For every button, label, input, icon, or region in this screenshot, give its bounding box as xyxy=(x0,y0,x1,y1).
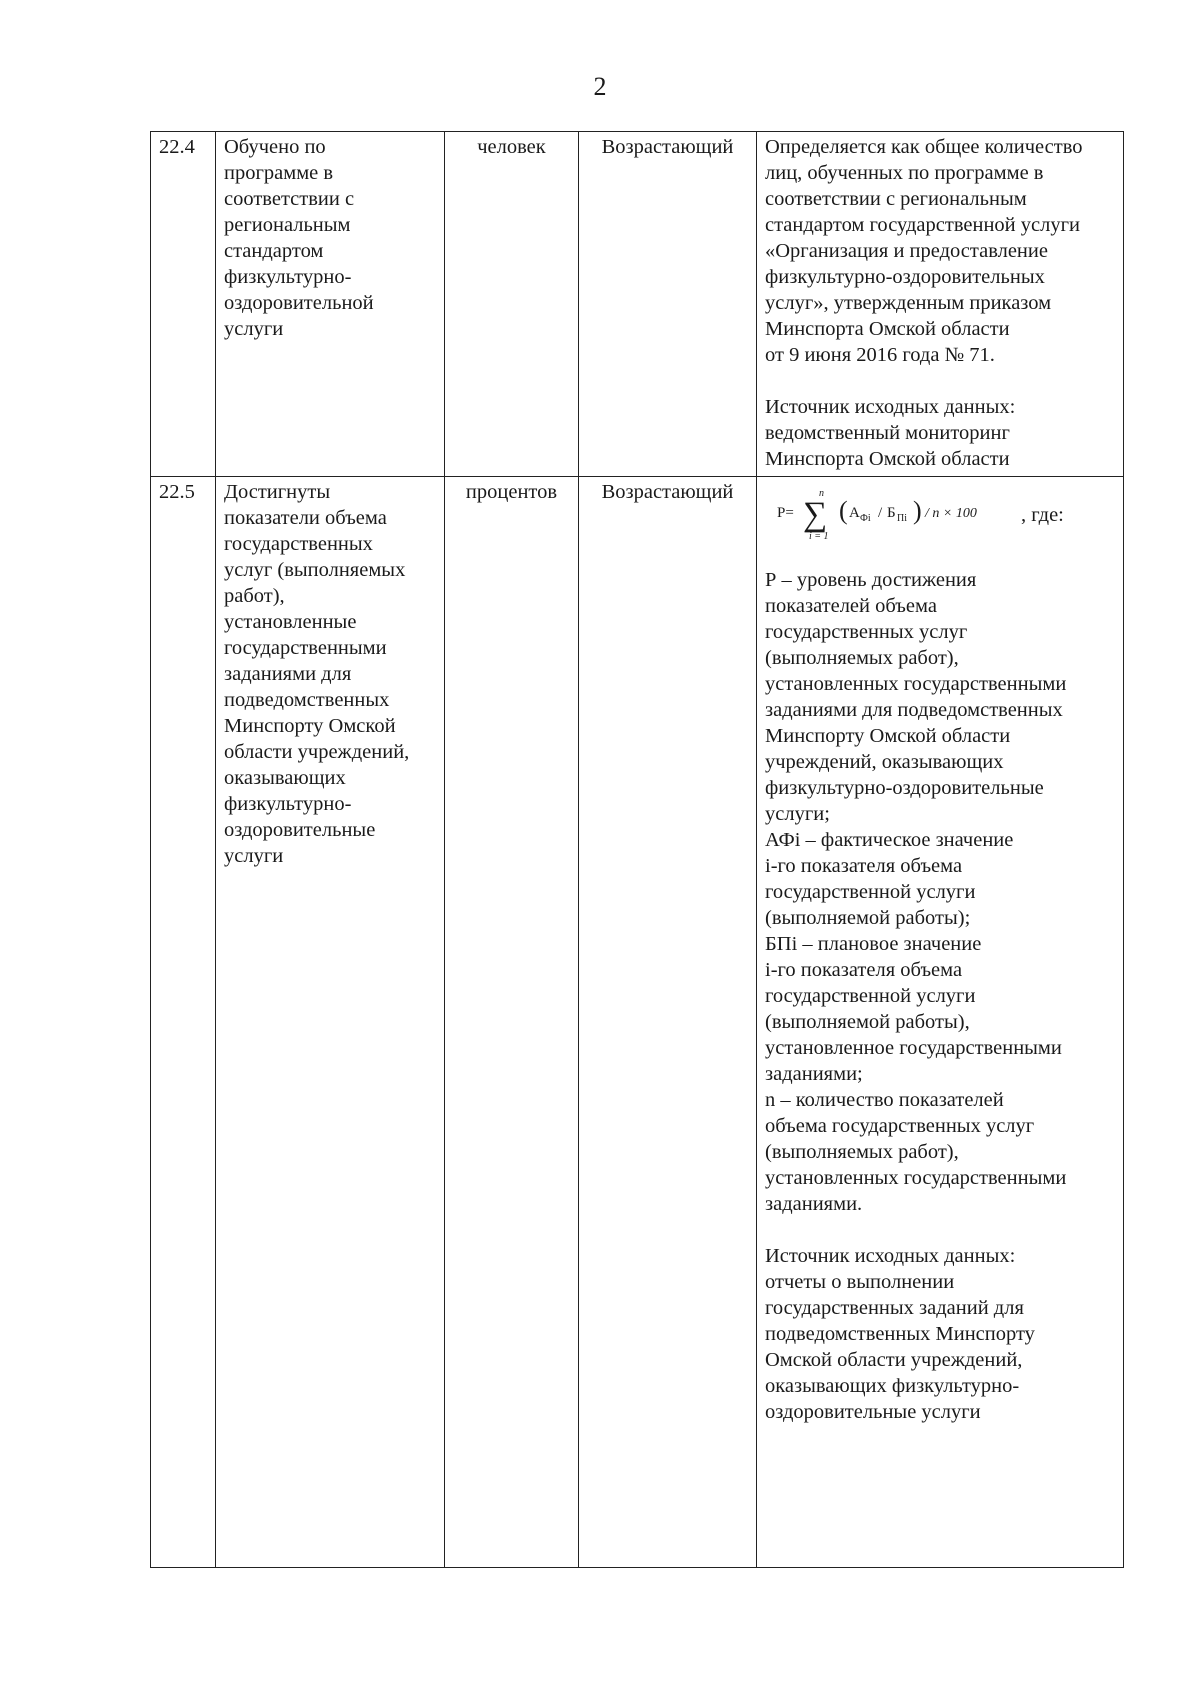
text-line: (выполняемой работы); xyxy=(765,907,971,929)
text-line: объема государственных услуг xyxy=(765,1115,1035,1137)
trend-cell: Возрастающий xyxy=(579,477,757,1568)
unit-cell: процентов xyxy=(445,477,579,1568)
text-line: ведомственный мониторинг xyxy=(765,422,1010,444)
text-line: подведомственных xyxy=(224,689,390,711)
text-line: работ), xyxy=(224,585,285,607)
definitions-text xyxy=(765,567,1115,1217)
text-line: услуги xyxy=(224,318,284,340)
text-line: Обучено по xyxy=(224,136,326,158)
formula-sum-bottom: i = 1 xyxy=(809,531,829,542)
formula-b-sub: Пi xyxy=(897,513,907,524)
formula xyxy=(777,487,1115,543)
text-line: Источник исходных данных: xyxy=(765,1245,1016,1267)
text-line: установленных государственными xyxy=(765,673,1067,695)
indicator-name-lines xyxy=(224,134,436,342)
text-line: показатели объема xyxy=(224,507,387,529)
text-line: соответствии с xyxy=(224,188,355,210)
text-line: государственными xyxy=(224,637,387,659)
formula-lhs: P= xyxy=(777,505,794,521)
text-line: от 9 июня 2016 года № 71. xyxy=(765,344,995,366)
text-line: региональным xyxy=(224,214,351,236)
source-text xyxy=(765,394,1115,472)
text-line: Р – уровень достижения xyxy=(765,569,977,591)
formula-sum-top: n xyxy=(819,488,824,499)
text-line: государственной услуги xyxy=(765,881,976,903)
row-number: 22.5 xyxy=(151,477,216,1568)
text-line: стандартом xyxy=(224,240,324,262)
text-line: Достигнуты xyxy=(224,481,331,503)
method-text xyxy=(765,134,1115,368)
text-line: заданиями; xyxy=(765,1063,863,1085)
text-line: установленные xyxy=(224,611,357,633)
text-line: Источник исходных данных: xyxy=(765,396,1016,418)
text-line: заданиями для подведомственных xyxy=(765,699,1063,721)
text-line: физкультурно-оздоровительные xyxy=(765,777,1044,799)
text-line: физкультурно- xyxy=(224,793,352,815)
text-line: оказывающих физкультурно- xyxy=(765,1375,1020,1397)
text-line: оздоровительной xyxy=(224,292,374,314)
text-line: услуги; xyxy=(765,803,830,825)
text-line: i-го показателя объема xyxy=(765,959,963,981)
row-number: 22.4 xyxy=(151,132,216,477)
trend-cell: Возрастающий xyxy=(579,132,757,477)
source-text xyxy=(765,1243,1115,1425)
text-line: государственной услуги xyxy=(765,985,976,1007)
text-line: заданиями. xyxy=(765,1193,863,1215)
text-line: n – количество показателей xyxy=(765,1089,1004,1111)
text-line: услуг (выполняемых xyxy=(224,559,406,581)
method-cell xyxy=(757,477,1124,1568)
text-line: услуги xyxy=(224,845,284,867)
formula-rest: / n × 100 xyxy=(925,506,977,521)
text-line: государственных xyxy=(224,533,373,555)
indicators-table xyxy=(150,131,1124,1568)
text-line: стандартом государственной услуги xyxy=(765,214,1080,236)
formula-graphic xyxy=(777,487,1007,543)
text-line: подведомственных Минспорту xyxy=(765,1323,1035,1345)
text-line: учреждений, оказывающих xyxy=(765,751,1004,773)
indicator-name-lines xyxy=(224,479,436,869)
text-line: показателей объема xyxy=(765,595,937,617)
text-line: программе в xyxy=(224,162,334,184)
indicator-name xyxy=(216,132,445,477)
text-line: государственных заданий для xyxy=(765,1297,1024,1319)
text-line: i-го показателя объема xyxy=(765,855,963,877)
page-number: 2 xyxy=(593,72,607,101)
method-cell xyxy=(757,132,1124,477)
text-line: отчеты о выполнении xyxy=(765,1271,955,1293)
text-line: (выполняемых работ), xyxy=(765,1141,959,1163)
text-line: установленных государственными xyxy=(765,1167,1067,1189)
text-line: области учреждений, xyxy=(224,741,410,763)
text-line: установленное государственными xyxy=(765,1037,1062,1059)
text-line: Минспорту Омской xyxy=(224,715,396,737)
text-line: оказывающих xyxy=(224,767,346,789)
text-line: физкультурно-оздоровительных xyxy=(765,266,1045,288)
text-line: физкультурно- xyxy=(224,266,352,288)
text-line: АФi – фактическое значение xyxy=(765,829,1014,851)
text-line: Минспорта Омской области xyxy=(765,318,1010,340)
text-line: соответствии с региональным xyxy=(765,188,1027,210)
sigma-icon: ∑ xyxy=(803,496,828,533)
formula-a-sub: Фi xyxy=(860,513,871,524)
text-line: лиц, обученных по программе в xyxy=(765,162,1044,184)
text-line: Минспорту Омской области xyxy=(765,725,1011,747)
text-line: БПi – плановое значение xyxy=(765,933,982,955)
formula-tail: , где: xyxy=(1021,504,1064,526)
table-row xyxy=(151,132,1124,477)
text-line: «Организация и предоставление xyxy=(765,240,1048,262)
paren-close-icon: ) xyxy=(913,496,922,525)
text-line: заданиями для xyxy=(224,663,352,685)
formula-b: Б xyxy=(887,505,896,521)
text-line: Омской области учреждений, xyxy=(765,1349,1023,1371)
text-line: (выполняемой работы), xyxy=(765,1011,970,1033)
formula-a: A xyxy=(849,505,860,521)
text-line: оздоровительные услуги xyxy=(765,1401,981,1423)
formula-slash: / xyxy=(878,505,883,521)
indicator-name xyxy=(216,477,445,1568)
text-line: Определяется как общее количество xyxy=(765,136,1083,158)
table-row xyxy=(151,477,1124,1568)
text-line: государственных услуг xyxy=(765,621,968,643)
paren-open-icon: ( xyxy=(839,496,848,525)
unit-cell: человек xyxy=(445,132,579,477)
text-line: услуг», утвержденным приказом xyxy=(765,292,1052,314)
text-line: оздоровительные xyxy=(224,819,376,841)
text-line: (выполняемых работ), xyxy=(765,647,959,669)
text-line: Минспорта Омской области xyxy=(765,448,1010,470)
